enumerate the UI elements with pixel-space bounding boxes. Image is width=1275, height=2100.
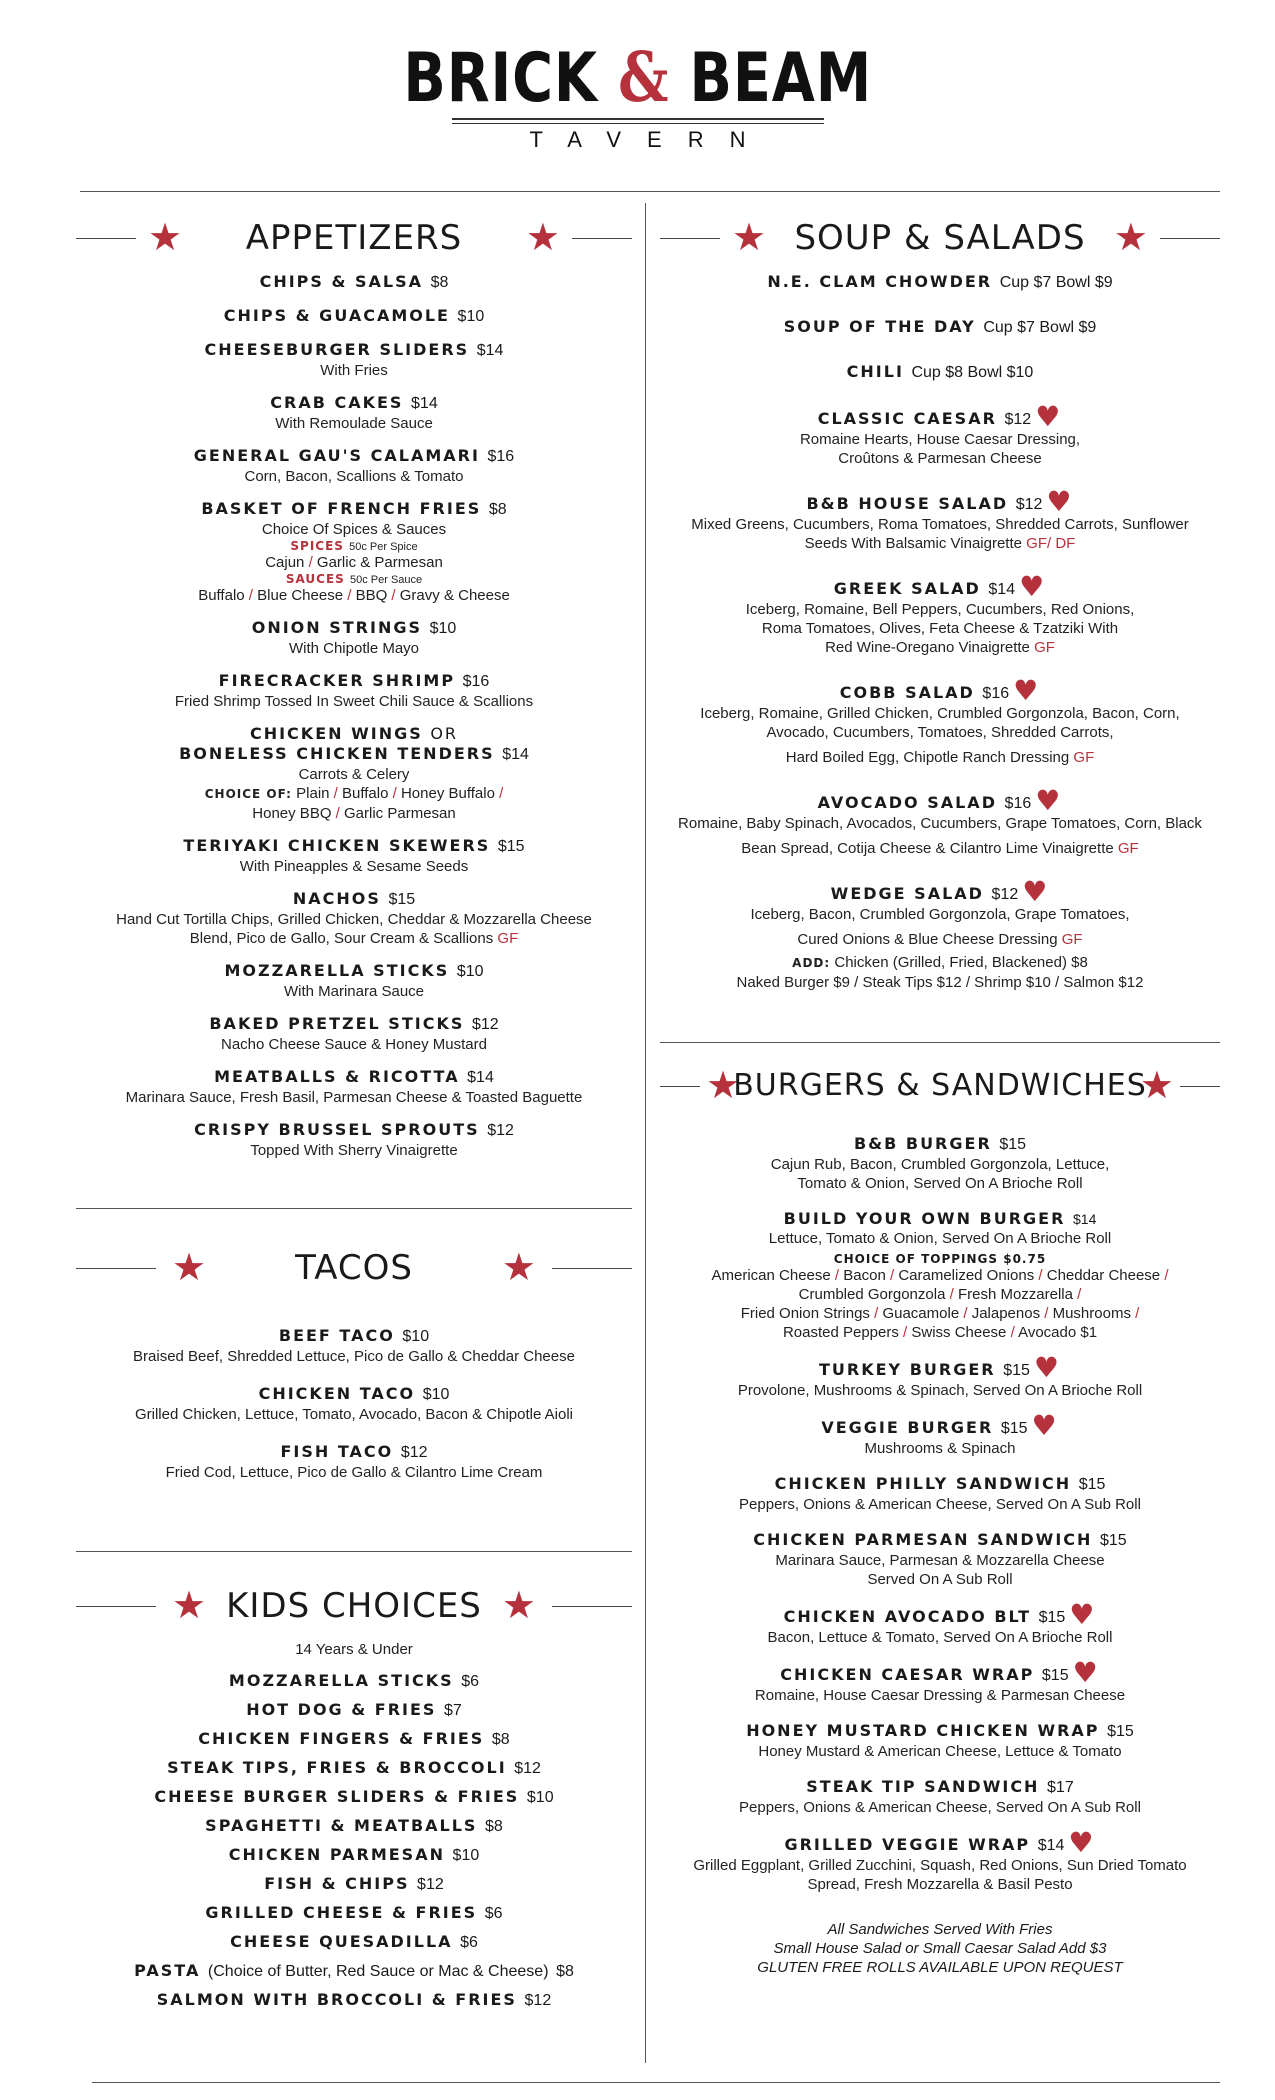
- menu-item: [660, 1530, 1220, 1589]
- item-name: FISH & CHIPS: [264, 1874, 410, 1893]
- menu-item: [76, 1932, 632, 1953]
- menu-item: [660, 1351, 1220, 1400]
- burgers-section: [660, 1058, 1220, 1977]
- menu-item: [76, 1326, 632, 1366]
- item-description: Peppers, Onions & American Cheese, Served On A Sub Roll: [739, 1496, 1141, 1513]
- menu-item: [76, 618, 632, 658]
- tacos-divider: [76, 1551, 632, 1552]
- item-price: $15: [1078, 1476, 1106, 1493]
- header-line: [552, 1606, 632, 1607]
- item-description: Iceberg, Romaine, Bell Peppers, Cucumbers, Red Onions,: [745, 601, 1135, 618]
- heart-icon: ♥: [1069, 1598, 1097, 1631]
- item-price: $14: [502, 746, 529, 763]
- item-price: $12: [1004, 411, 1032, 428]
- star-icon: ★: [1139, 1065, 1174, 1107]
- item-price: $15: [497, 838, 525, 855]
- item-price: $8: [485, 1818, 503, 1835]
- item-price: $14: [476, 342, 504, 359]
- option: Plain: [296, 785, 330, 802]
- add-label: ADD:: [792, 956, 831, 970]
- section-title: APPETIZERS: [245, 218, 463, 258]
- item-price: $6: [484, 1905, 503, 1922]
- topping: Roasted Peppers: [782, 1324, 899, 1341]
- item-description: Honey Mustard & American Cheese, Lettuce & Tomato: [758, 1743, 1122, 1760]
- menu-item: [76, 1845, 632, 1866]
- item-price: Cup $7 Bowl $9: [983, 319, 1097, 336]
- footnote: All Sandwiches Served With Fries: [827, 1921, 1053, 1938]
- menu-item: [660, 362, 1220, 383]
- item-price: $10: [456, 963, 484, 980]
- topping: Cheddar Cheese: [1046, 1267, 1161, 1284]
- option: Blue Cheese: [257, 587, 344, 604]
- menu-item: [76, 1014, 632, 1054]
- menu-item: [660, 1777, 1220, 1817]
- menu-item: [76, 1961, 632, 1982]
- menu-item: [76, 1816, 632, 1837]
- brand-name-left: BRICK: [403, 39, 598, 118]
- item-description: Nacho Cheese Sauce & Honey Mustard: [221, 1036, 487, 1053]
- item-description: Bacon, Lettuce & Tomato, Served On A Brioche Roll: [767, 1629, 1113, 1646]
- item-description: With Pineapples & Sesame Seeds: [239, 858, 469, 875]
- item-description: Lettuce, Tomato & Onion, Served On A Brioche Roll: [768, 1230, 1112, 1247]
- item-extra: (Choice of Butter, Red Sauce or Mac & Cheese): [207, 1963, 549, 1980]
- item-name: B&B BURGER: [853, 1134, 992, 1153]
- item-description: Avocado, Cucumbers, Tomatoes, Shredded Carrots,: [766, 724, 1114, 741]
- item-price: $10: [526, 1789, 554, 1806]
- star-icon: ★: [525, 217, 560, 259]
- item-description: Mushrooms & Spinach: [864, 1440, 1016, 1457]
- menu-item: [660, 485, 1220, 553]
- star-icon: ★: [172, 1247, 207, 1289]
- heart-icon: ♥: [1035, 400, 1063, 433]
- item-price: $12: [471, 1016, 499, 1033]
- kids-section: [76, 1578, 632, 2019]
- soups-header: [660, 210, 1220, 266]
- item-name: CHICKEN PARMESAN: [228, 1845, 445, 1864]
- item-price: $16: [487, 448, 515, 465]
- item-name: CHILI: [846, 362, 904, 381]
- item-description: Iceberg, Romaine, Grilled Chicken, Crumbled Gorgonzola, Bacon, Corn,: [700, 705, 1180, 722]
- topping: Bacon: [843, 1267, 886, 1284]
- menu-item: [76, 1874, 632, 1895]
- item-price: $15: [999, 1136, 1027, 1153]
- menu-item: [660, 1826, 1220, 1894]
- menu-item: [660, 875, 1220, 992]
- item-name: WEDGE SALAD: [830, 884, 984, 903]
- menu-item: [76, 1120, 632, 1160]
- item-description: Grilled Eggplant, Grilled Zucchini, Squash, Red Onions, Sun Dried Tomato: [693, 1857, 1187, 1874]
- header-line: [1180, 1086, 1220, 1087]
- topping: Fried Onion Strings: [740, 1305, 870, 1322]
- menu-item: [660, 317, 1220, 338]
- item-name: STEAK TIP SANDWICH: [806, 1777, 1040, 1796]
- item-price: $16: [462, 673, 490, 690]
- item-name: CLASSIC CAESAR: [817, 409, 997, 428]
- item-name: CHICKEN PHILLY SANDWICH: [774, 1474, 1072, 1493]
- option: Garlic & Parmesan: [316, 554, 443, 571]
- item-price: $6: [461, 1673, 480, 1690]
- item-name: B&B HOUSE SALAD: [806, 494, 1009, 513]
- option: Honey BBQ: [252, 805, 332, 822]
- star-icon: ★: [501, 1585, 536, 1627]
- section-title: KIDS CHOICES: [226, 1586, 482, 1626]
- item-or: OR: [430, 724, 459, 743]
- item-description: Bean Spread, Cotija Cheese & Cilantro Lime Vinaigrette: [741, 840, 1114, 857]
- diet-tag: GF: [1061, 931, 1083, 948]
- item-price: $12: [524, 1992, 552, 2009]
- item-description: Croûtons & Parmesan Cheese: [838, 450, 1042, 467]
- header-divider: [80, 191, 1220, 192]
- item-description: Grilled Chicken, Lettuce, Tomato, Avocado, Bacon & Chipotle Aioli: [134, 1406, 574, 1423]
- item-name: CHICKEN TACO: [258, 1384, 416, 1403]
- item-name: GRILLED CHEESE & FRIES: [205, 1903, 478, 1922]
- item-price: $14: [988, 581, 1016, 598]
- item-description: Fried Shrimp Tossed In Sweet Chili Sauce & Scallions: [174, 693, 534, 710]
- menu-item: [76, 1384, 632, 1424]
- appetizers-section: [76, 210, 632, 1173]
- star-icon: ★: [706, 1065, 741, 1107]
- item-description: Seeds With Balsamic Vinaigrette: [804, 535, 1022, 552]
- item-name: HOT DOG & FRIES: [246, 1700, 437, 1719]
- item-price: $15: [388, 891, 416, 908]
- diet-tag: GF: [1034, 639, 1055, 656]
- item-description: With Marinara Sauce: [283, 983, 425, 1000]
- add-options: Naked Burger $9 / Steak Tips $12 / Shrimp $10 / Salmon $12: [736, 974, 1144, 991]
- spices-note: 50c Per Spice: [349, 541, 418, 553]
- heart-icon: ♥: [1072, 1656, 1100, 1689]
- burgers-header: [660, 1058, 1220, 1114]
- item-name: CHICKEN CAESAR WRAP: [780, 1665, 1035, 1684]
- star-icon: ★: [501, 1247, 536, 1289]
- toppings-label: CHOICE OF TOPPINGS $0.75: [833, 1252, 1047, 1266]
- item-name: GRILLED VEGGIE WRAP: [784, 1835, 1031, 1854]
- brand-subtitle: TAVERN: [529, 127, 772, 152]
- item-price: $12: [400, 1444, 428, 1461]
- item-name: SALMON WITH BROCCOLI & FRIES: [156, 1990, 517, 2009]
- item-price: $15: [1038, 1609, 1066, 1626]
- item-price: $14: [467, 1069, 494, 1086]
- salads-divider: [660, 1042, 1220, 1043]
- item-price: $10: [402, 1328, 430, 1345]
- diet-tag: GF: [1117, 840, 1139, 857]
- diet-tag: GF: [497, 930, 519, 947]
- item-description: Romaine Hearts, House Caesar Dressing,: [799, 431, 1081, 448]
- menu-item: [76, 1903, 632, 1924]
- item-description: With Remoulade Sauce: [275, 415, 433, 432]
- item-name: FISH TACO: [280, 1442, 394, 1461]
- item-name: BONELESS CHICKEN TENDERS: [179, 744, 495, 763]
- menu-item: [76, 1990, 632, 2011]
- item-price: Cup $7 Bowl $9: [999, 274, 1113, 291]
- item-name: ONION STRINGS: [251, 618, 422, 637]
- item-description: Served On A Sub Roll: [867, 1571, 1013, 1588]
- item-description: Red Wine-Oregano Vinaigrette: [825, 639, 1030, 656]
- item-name: NACHOS: [292, 889, 381, 908]
- topping: Fresh Mozzarella: [957, 1286, 1073, 1303]
- item-name: CHICKEN WINGS: [249, 724, 423, 743]
- item-name: SOUP OF THE DAY: [783, 317, 976, 336]
- topping: American Cheese: [711, 1267, 835, 1284]
- item-name: MEATBALLS & RICOTTA: [214, 1067, 460, 1086]
- item-price: $10: [457, 308, 485, 325]
- item-description: Spread, Fresh Mozzarella & Basil Pesto: [807, 1876, 1073, 1893]
- item-price: $14: [1037, 1837, 1065, 1854]
- option: BBQ: [355, 587, 388, 604]
- item-name: VEGGIE BURGER: [821, 1418, 994, 1437]
- item-description: Topped With Sherry Vinaigrette: [250, 1142, 458, 1159]
- section-title: SOUP & SALADS: [794, 218, 1086, 258]
- item-name: CHICKEN AVOCADO BLT: [783, 1607, 1031, 1626]
- soups-section: [660, 210, 1220, 1005]
- header-line: [552, 1268, 632, 1269]
- menu-item: [76, 1758, 632, 1779]
- item-description: Corn, Bacon, Scallions & Tomato: [244, 468, 464, 485]
- sauces-list: Buffalo / Blue Cheese / BBQ / Gravy & Cheese: [198, 587, 510, 604]
- star-icon: ★: [732, 217, 767, 259]
- column-divider: [645, 203, 646, 2063]
- item-name: MOZZARELLA STICKS: [228, 1671, 454, 1690]
- section-title: BURGERS & SANDWICHES: [733, 1068, 1147, 1103]
- appetizers-divider: [76, 1208, 632, 1209]
- star-icon: ★: [148, 217, 183, 259]
- item-name: BASKET OF FRENCH FRIES: [201, 499, 482, 518]
- item-price: $8: [488, 501, 507, 518]
- header-line: [572, 238, 632, 239]
- menu-item: [660, 784, 1220, 858]
- heart-icon: ♥: [1013, 674, 1041, 707]
- logo-rule-thin: [452, 123, 824, 124]
- star-icon: ★: [1113, 217, 1148, 259]
- option: Cajun: [265, 554, 305, 571]
- item-price: $12: [487, 1122, 514, 1139]
- item-name: GREEK SALAD: [833, 579, 981, 598]
- heart-icon: ♥: [1022, 875, 1050, 908]
- item-price: $17: [1047, 1779, 1074, 1796]
- item-name: BUILD YOUR OWN BURGER: [783, 1209, 1066, 1228]
- item-price: $15: [1099, 1532, 1127, 1549]
- menu-item: BUILD YOUR OWN BURGER $14 Lettuce, Tomato & Onion, Served On A Brioche Roll CHOICE OF TOPPINGS $0.75 American Cheese / Bacon / Caramelized Onions / Cheddar Cheese / Crumbled Gorgonzola / Fresh Mozzarella / Fried Onion Strings / Guacamole / Jalapenos / Mushrooms / Roasted Peppers / Swiss Cheese / Avocado $1: [660, 1209, 1220, 1342]
- menu-item: [660, 1134, 1220, 1193]
- footnote: GLUTEN FREE ROLLS AVAILABLE UPON REQUEST: [757, 1959, 1123, 1976]
- menu-item: [660, 1474, 1220, 1514]
- item-description: Fried Cod, Lettuce, Pico de Gallo & Cilantro Lime Cream: [165, 1464, 543, 1481]
- menu-item: [76, 889, 632, 948]
- menu-item: [660, 272, 1220, 293]
- spices-label: SPICES: [290, 539, 344, 553]
- item-name: TURKEY BURGER: [819, 1360, 996, 1379]
- menu-item: [76, 1442, 632, 1482]
- topping: Avocado $1: [1018, 1324, 1098, 1341]
- item-description: Romaine, House Caesar Dressing & Parmesan Cheese: [754, 1687, 1126, 1704]
- menu-item: [660, 674, 1220, 767]
- item-price: $8: [491, 1731, 510, 1748]
- item-name: SPAGHETTI & MEATBALLS: [205, 1816, 478, 1835]
- heart-icon: ♥: [1033, 1351, 1061, 1384]
- item-name: CHEESE QUESADILLA: [230, 1932, 453, 1951]
- item-price: $15: [1003, 1362, 1030, 1379]
- item-description: Tomato & Onion, Served On A Brioche Roll: [797, 1175, 1083, 1192]
- item-name: CHEESE BURGER SLIDERS & FRIES: [154, 1787, 520, 1806]
- item-name: CHICKEN FINGERS & FRIES: [198, 1729, 485, 1748]
- option: Garlic Parmesan: [344, 805, 456, 822]
- item-price: $12: [417, 1876, 444, 1893]
- header-line: [1160, 238, 1220, 239]
- menu-item: CHICKEN WINGS OR BONELESS CHICKEN TENDERS $14 Carrots & Celery CHOICE OF: Plain / Buffalo / Honey Buffalo / Honey BBQ / Garlic Parmesan: [76, 724, 632, 823]
- item-name: CRAB CAKES: [270, 393, 404, 412]
- menu-item: [76, 340, 632, 380]
- section-title: TACOS: [295, 1248, 413, 1288]
- item-name: FIRECRACKER SHRIMP: [218, 671, 456, 690]
- item-name: BAKED PRETZEL STICKS: [209, 1014, 465, 1033]
- item-price: $8: [556, 1963, 574, 1980]
- item-description: Iceberg, Bacon, Crumbled Gorgonzola, Grape Tomatoes,: [750, 906, 1130, 923]
- item-name: CHIPS & GUACAMOLE: [223, 306, 450, 325]
- topping: Mushrooms: [1052, 1305, 1131, 1322]
- star-icon: ★: [172, 1585, 207, 1627]
- item-name: STEAK TIPS, FRIES & BROCCOLI: [167, 1758, 507, 1777]
- add-options: Chicken (Grilled, Fried, Blackened) $8: [834, 954, 1088, 971]
- item-price: Cup $8 Bowl $10: [911, 364, 1034, 381]
- menu-item: [76, 446, 632, 486]
- item-description: Marinara Sauce, Fresh Basil, Parmesan Cheese & Toasted Baguette: [125, 1089, 583, 1106]
- item-name: MOZZARELLA STICKS: [224, 961, 450, 980]
- brand-logo: [0, 38, 1275, 153]
- menu-item: [76, 393, 632, 433]
- item-name: CHIPS & SALSA: [259, 272, 424, 291]
- menu-item: [76, 306, 632, 327]
- menu-item: [660, 400, 1220, 468]
- topping: Guacamole: [882, 1305, 960, 1322]
- brand-name-right: BEAM: [689, 39, 872, 118]
- item-name: CRISPY BRUSSEL SPROUTS: [194, 1120, 480, 1139]
- menu-item: [660, 570, 1220, 657]
- item-description: Hand Cut Tortilla Chips, Grilled Chicken, Cheddar & Mozzarella Cheese: [116, 911, 592, 928]
- item-price: $14: [1073, 1211, 1097, 1227]
- choice-label: CHOICE OF:: [204, 787, 292, 801]
- footer-divider: [92, 2082, 1220, 2083]
- item-price: $8: [430, 274, 449, 291]
- item-name: CHICKEN PARMESAN SANDWICH: [753, 1530, 1093, 1549]
- menu-item: [76, 1700, 632, 1721]
- item-description: Peppers, Onions & American Cheese, Served On A Sub Roll: [739, 1799, 1141, 1816]
- item-name: CHEESEBURGER SLIDERS: [204, 340, 470, 359]
- topping: Crumbled Gorgonzola: [798, 1286, 946, 1303]
- heart-icon: ♥: [1035, 784, 1063, 817]
- option: Buffalo: [198, 587, 245, 604]
- heart-icon: ♥: [1031, 1409, 1059, 1442]
- item-description: Mixed Greens, Cucumbers, Roma Tomatoes, Shredded Carrots, Sunflower: [691, 516, 1189, 533]
- item-name: TERIYAKI CHICKEN SKEWERS: [183, 836, 491, 855]
- brand-name: [403, 38, 872, 119]
- menu-item: [76, 272, 632, 293]
- item-description: With Chipotle Mayo: [288, 640, 420, 657]
- topping: Jalapenos: [971, 1305, 1041, 1322]
- item-description: With Fries: [320, 362, 388, 379]
- item-description: Romaine, Baby Spinach, Avocados, Cucumbers, Grape Tomatoes, Corn, Black: [678, 815, 1202, 832]
- item-price: $10: [429, 620, 457, 637]
- item-name: N.E. CLAM CHOWDER: [767, 272, 993, 291]
- item-price: $6: [460, 1934, 478, 1951]
- item-description: Hard Boiled Egg, Chipotle Ranch Dressing: [785, 749, 1070, 766]
- item-price: $16: [1004, 795, 1032, 812]
- item-price: $12: [1015, 496, 1043, 513]
- kids-header: [76, 1578, 632, 1634]
- diet-tag: GF: [1073, 749, 1095, 766]
- item-price: $7: [444, 1702, 462, 1719]
- tacos-header: [76, 1240, 632, 1296]
- menu-item: [76, 499, 632, 605]
- item-price: $16: [982, 685, 1010, 702]
- topping: Caramelized Onions: [898, 1267, 1035, 1284]
- item-price: $14: [411, 395, 438, 412]
- topping: Swiss Cheese: [911, 1324, 1007, 1341]
- option: Gravy & Cheese: [399, 587, 510, 604]
- menu-item: [660, 1656, 1220, 1705]
- item-price: $12: [514, 1760, 541, 1777]
- footnote: Small House Salad or Small Caesar Salad Add $3: [773, 1940, 1107, 1957]
- menu-item: [76, 961, 632, 1001]
- sauces-note: 50c Per Sauce: [349, 574, 423, 586]
- item-price: $15: [1107, 1723, 1134, 1740]
- brand-ampersand: &: [617, 38, 670, 118]
- item-description: Marinara Sauce, Parmesan & Mozzarella Cheese: [775, 1552, 1105, 1569]
- item-description: Roma Tomatoes, Olives, Feta Cheese & Tzatziki With: [761, 620, 1119, 637]
- menu-item: [76, 671, 632, 711]
- heart-icon: ♥: [1068, 1826, 1096, 1859]
- item-description: Choice Of Spices & Sauces: [261, 521, 447, 538]
- item-name: BEEF TACO: [278, 1326, 395, 1345]
- menu-item: [76, 1671, 632, 1692]
- item-price: $15: [1041, 1667, 1069, 1684]
- logo-rule: [452, 118, 824, 120]
- menu-item: [76, 836, 632, 876]
- item-description: Carrots & Celery: [298, 766, 410, 783]
- option: Honey Buffalo: [400, 785, 495, 802]
- item-description: Provolone, Mushrooms & Spinach, Served On A Brioche Roll: [737, 1382, 1143, 1399]
- item-price: $15: [1000, 1420, 1028, 1437]
- item-price: $10: [422, 1386, 450, 1403]
- item-name: HONEY MUSTARD CHICKEN WRAP: [746, 1721, 1100, 1740]
- menu-item: [660, 1721, 1220, 1761]
- item-name: GENERAL GAU'S CALAMARI: [193, 446, 480, 465]
- item-description: Blend, Pico de Gallo, Sour Cream & Scallions: [189, 930, 494, 947]
- menu-item: [76, 1067, 632, 1107]
- item-price: $10: [452, 1847, 480, 1864]
- heart-icon: ♥: [1046, 485, 1074, 518]
- item-name: AVOCADO SALAD: [817, 793, 997, 812]
- item-name: PASTA: [134, 1961, 201, 1980]
- menu-item: [660, 1409, 1220, 1458]
- item-name: COBB SALAD: [839, 683, 975, 702]
- item-description: Cured Onions & Blue Cheese Dressing: [797, 931, 1058, 948]
- heart-icon: ♥: [1019, 570, 1047, 603]
- item-price: $12: [991, 886, 1019, 903]
- tacos-section: [76, 1240, 632, 1495]
- sauces-label: SAUCES: [285, 572, 345, 586]
- item-description: Cajun Rub, Bacon, Crumbled Gorgonzola, Lettuce,: [770, 1156, 1110, 1173]
- kids-subtitle: 14 Years & Under: [295, 1641, 413, 1658]
- diet-tag: GF/ DF: [1026, 535, 1076, 552]
- option: Buffalo: [342, 785, 389, 802]
- appetizers-header: [76, 210, 632, 266]
- menu-item: [76, 1729, 632, 1750]
- menu-item: [660, 1598, 1220, 1647]
- spices-list: Cajun / Garlic & Parmesan: [265, 554, 443, 571]
- item-description: Braised Beef, Shredded Lettuce, Pico de Gallo & Cheddar Cheese: [133, 1348, 575, 1365]
- menu-item: [76, 1787, 632, 1808]
